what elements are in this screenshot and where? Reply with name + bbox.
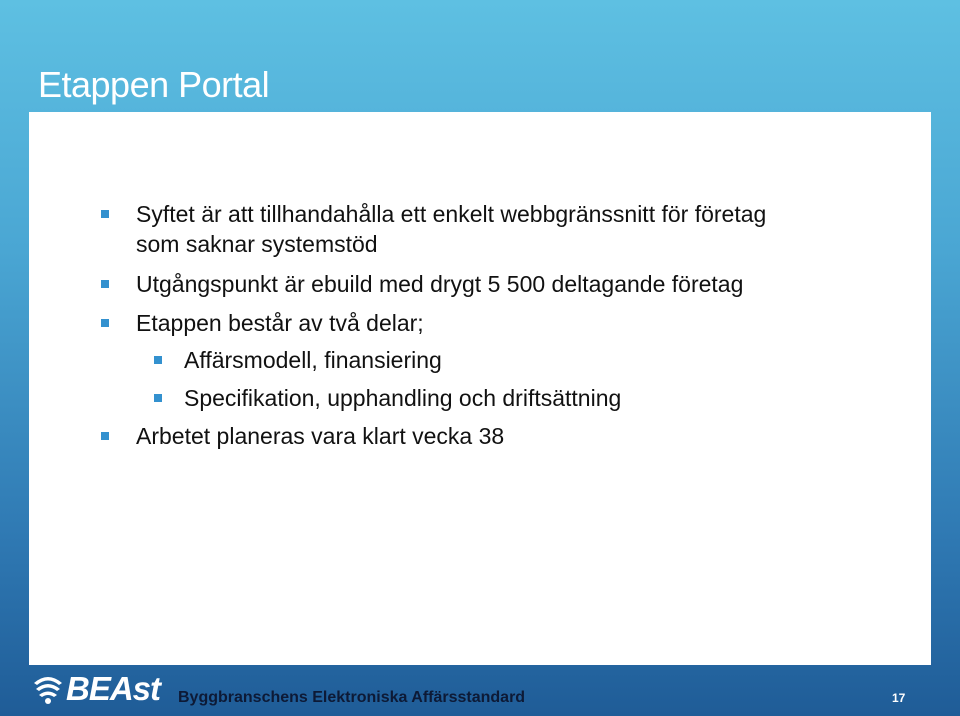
- bullet-text: Utgångspunkt är ebuild med drygt 5 500 deltagande företag: [136, 271, 744, 297]
- bullet-item-4: [136, 421, 504, 451]
- square-bullet-icon: [101, 280, 109, 288]
- footer-organization: Byggbranschens Elektroniska Affärsstandard: [178, 689, 526, 706]
- bullet-text: Syftet är att tillhandahålla ett enkelt webbgränssnitt för företag: [136, 201, 767, 227]
- bullet-text: Etappen består av två delar;: [136, 310, 424, 336]
- square-bullet-icon: [101, 432, 109, 440]
- bullet-item-2: [136, 269, 743, 299]
- square-bullet-icon: [101, 319, 109, 327]
- content-panel: [29, 112, 931, 665]
- sub-bullet-item-2: [184, 383, 621, 413]
- bullet-text: Specifikation, upphandling och driftsättning: [184, 385, 622, 411]
- bullet-text: Arbetet planeras vara klart vecka 38: [136, 423, 505, 449]
- page-number: 17: [892, 691, 906, 705]
- bullet-item-3: [136, 308, 424, 338]
- bullet-text-continued: som saknar systemstöd: [136, 231, 378, 257]
- logo-wordmark: BEAst: [66, 670, 161, 707]
- bullet-text: Affärsmodell, finansiering: [184, 347, 442, 373]
- square-bullet-icon: [154, 394, 162, 402]
- square-bullet-icon: [154, 356, 162, 364]
- slide-title: Etappen Portal: [38, 64, 270, 105]
- bullet-item-1: [136, 199, 766, 259]
- sub-bullet-item-1: [184, 345, 442, 375]
- square-bullet-icon: [101, 210, 109, 218]
